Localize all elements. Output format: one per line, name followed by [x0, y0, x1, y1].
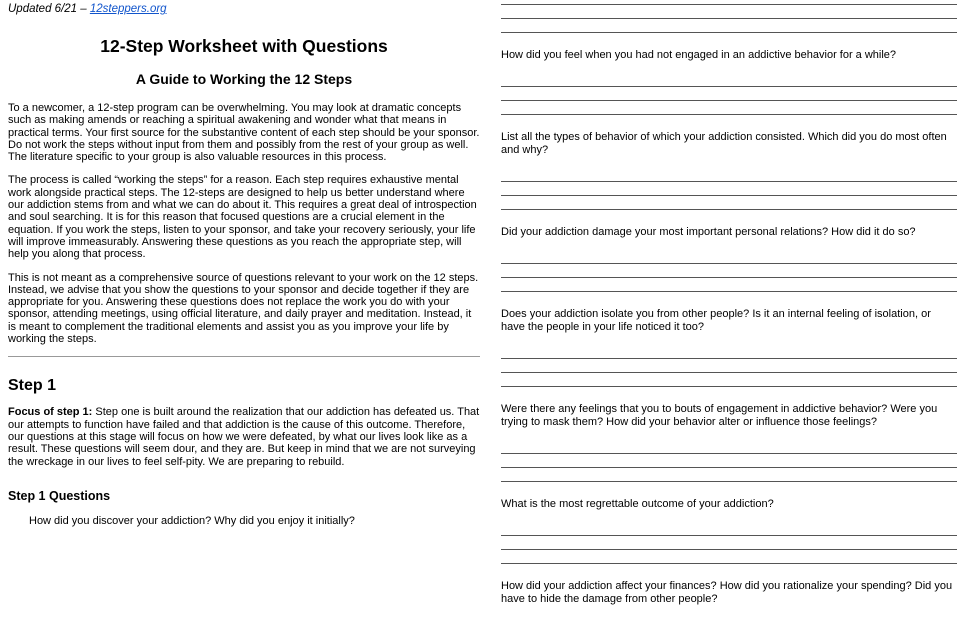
answer-lines-group [501, 0, 957, 33]
document-title: 12-Step Worksheet with Questions [100, 36, 388, 56]
worksheet-question: Did your addiction damage your most important personal relations? How did it do so? [501, 226, 916, 238]
worksheet-question: Does your addiction isolate you from other people? Is it an internal feeling of isolation, or have the people in your life noticed it too? [501, 308, 931, 333]
step-1-heading: Step 1 [8, 377, 57, 395]
step-1-questions-heading: Step 1 Questions [8, 488, 111, 503]
answer-line [501, 373, 957, 387]
answer-lines-group [501, 440, 957, 482]
focus-paragraph [8, 406, 480, 467]
answer-line [501, 182, 957, 196]
worksheet-question: How did your addiction affect your finances? How did you rationalize your spending? Did you have to hide the damage from other people? [501, 580, 953, 605]
answer-lines-group [501, 168, 957, 210]
worksheet-question: How did you discover your addiction? Why did you enjoy it initially? [29, 514, 355, 527]
answer-line [501, 19, 957, 33]
answer-line [501, 168, 957, 182]
worksheet-question: List all the types of behavior of which your addiction consisted. Which did you do most often and why? [501, 131, 947, 156]
answer-line [501, 454, 957, 468]
answer-line [501, 87, 957, 101]
answer-line [501, 536, 957, 550]
12steppers-link[interactable]: 12steppers.org [89, 3, 167, 15]
answer-lines-group [501, 345, 957, 387]
answer-lines-group [501, 522, 957, 564]
intro-paragraph-3: This is not meant as a comprehensive source of questions relevant to your work on the 12 steps. Instead, we advise that you show the questions to your sponsor and decide together if they are appropriate for you. Answering these questions does not replace the work you do with your sponsor, attending meetings, using official literature, and daily prayer and meditation. Instead, it is meant to complement the traditional elements and assist you as you improve your life by working the steps. [8, 271, 479, 346]
answer-line [501, 359, 957, 373]
intro-paragraph-2: The process is called “working the steps” for a reason. Each step requires exhaustive mental work alongside practical steps. The 12-steps are designed to help us better understand where our addiction stems from and what we can do about it. This requires a great deal of introspection and soul searching. It is for this reason that focused questions are a crucial element in the equation. If you work the steps, listen to your sponsor, and take your recovery seriously, your life will improve immeasurably. Answering these questions as you reach the appropriate step, will help you along that process. [8, 174, 477, 261]
answer-line [501, 196, 957, 210]
answer-line [501, 264, 957, 278]
focus-label: Focus of step 1: [8, 406, 93, 419]
worksheet-question: How did you feel when you had not engaged in an addictive behavior for a while? [501, 49, 897, 61]
worksheet-question: What is the most regrettable outcome of your addiction? [501, 498, 774, 510]
answer-line [501, 550, 957, 564]
answer-line [501, 250, 957, 264]
document-subtitle: A Guide to Working the 12 Steps [135, 71, 353, 87]
section-divider [8, 356, 480, 357]
updated-note [8, 3, 480, 15]
answer-line [501, 278, 957, 292]
answer-line [501, 101, 957, 115]
page-right [487, 0, 966, 635]
answer-line [501, 5, 957, 19]
updated-note-text: Updated 6/21 – [8, 3, 90, 15]
answer-lines-group [501, 250, 957, 292]
answer-line [501, 345, 957, 359]
answer-line [501, 73, 957, 87]
answer-lines-group [501, 73, 957, 115]
focus-text: Step one is built around the realization that our addiction has defeated us. That our attempts to function have failed and that addiction is the cause of this outcome. Therefore, our questions at this stage will focus on how we were defeated, by what our lives look like as a result. These questions will seem dour, and they are. But keep in mind that we are not surveying the wreckage in our lives to feel self-pity. We are preparing to rebuild. [8, 406, 480, 468]
answer-line [501, 468, 957, 482]
answer-line [501, 522, 957, 536]
intro-paragraph-1: To a newcomer, a 12-step program can be overwhelming. You may look at dramatic concepts such as making amends or reaching a spiritual awakening and wonder what that means in practical terms. Your first source for the substantive content of each step should be your sponsor. Do not work the steps without input from them and possibly from the rest of your group as well. The literature specific to your group is also valuable resources in this process. [8, 102, 480, 164]
worksheet-question: Were there any feelings that you to bouts of engagement in addictive behavior? Were you trying to mask them? How did your behavior alter or influence those feelings? [501, 403, 938, 428]
answer-line [501, 440, 957, 454]
